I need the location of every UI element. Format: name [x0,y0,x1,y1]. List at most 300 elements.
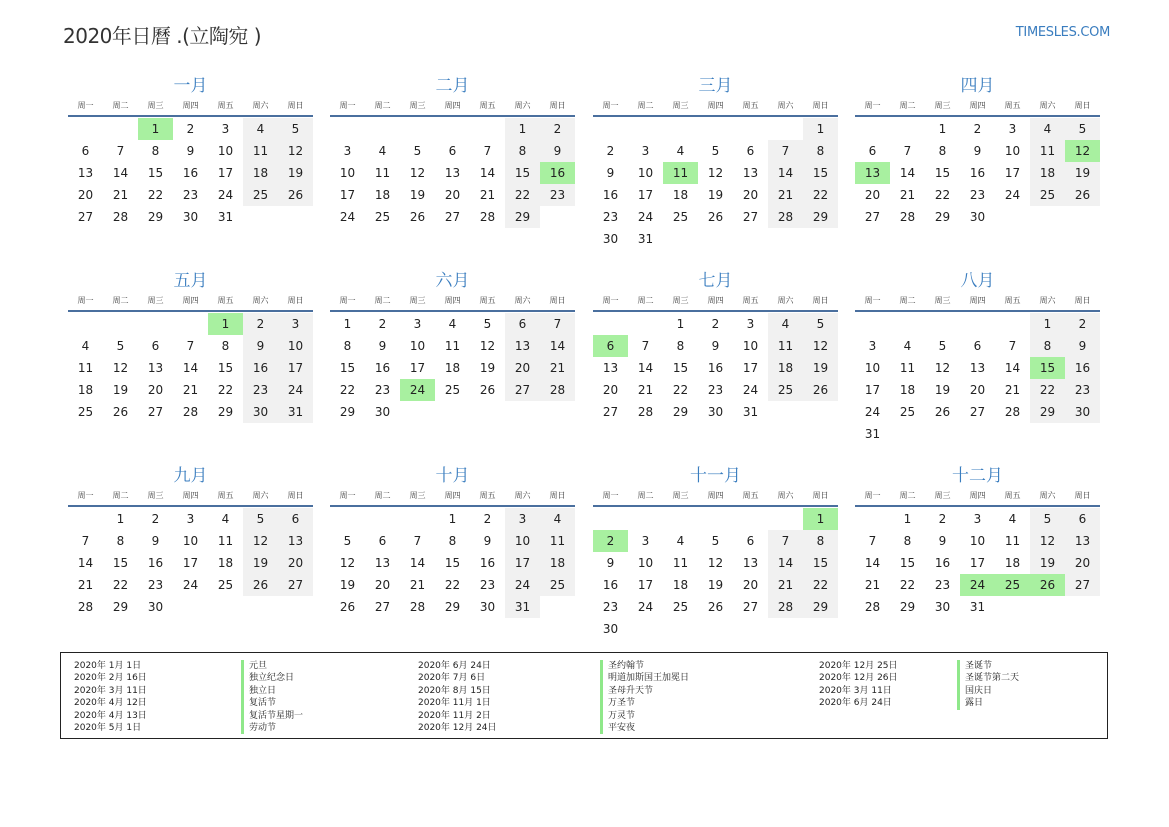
month-name: 六月 [435,271,470,291]
weekday-label: 周六 [1039,101,1056,110]
legend-dates-column [819,660,898,710]
legend-holiday-date: 2020年 4月 12日 [74,698,147,709]
day-cell: 21 [540,357,575,379]
day-cell: 22 [505,184,540,206]
day-cell: 24 [278,379,313,401]
day-cell: 11 [672,556,689,570]
weekday-label: 周三 [147,491,164,500]
weekday-label: 周五 [479,101,496,110]
day-cell: 19 [803,357,838,379]
weekday-label: 周五 [479,491,496,500]
legend-names-column [600,660,689,734]
day-cell: 23 [182,188,199,202]
empty-day-cell [103,118,138,140]
day-cell: 15 [444,556,461,570]
day-cell: 14 [540,335,575,357]
month-name: 十一月 [690,466,741,486]
day-cell: 10 [182,534,199,548]
day-cell: 8 [938,144,947,158]
day-cell: 30 [374,405,391,419]
empty-day-cell [855,508,890,530]
empty-day-cell [733,508,768,530]
day-cell: 15 [112,556,129,570]
weekday-label: 周日 [287,491,304,500]
day-cell: 22 [147,188,164,202]
weekday-label: 周四 [182,491,199,500]
day-cell: 4 [221,512,230,526]
day-cell: 26 [479,383,496,397]
day-cell: 12 [803,335,838,357]
holiday-day-cell: 15 [1030,357,1065,379]
weekday-label: 周日 [287,296,304,305]
empty-day-cell [138,313,173,335]
day-cell: 10 [505,530,540,552]
empty-day-cell [698,118,733,140]
empty-day-cell [890,118,925,140]
day-cell: 12 [409,166,426,180]
day-cell: 7 [868,534,877,548]
day-cell: 24 [742,383,759,397]
weekday-label: 周四 [707,296,724,305]
empty-day-cell [400,508,435,530]
day-cell: 2 [378,317,387,331]
day-cell: 5 [1065,118,1100,140]
holiday-day-cell: 24 [960,574,995,596]
weekday-label: 周日 [812,296,829,305]
day-cell: 18 [217,556,234,570]
empty-day-cell [768,118,803,140]
day-cell: 6 [448,144,457,158]
legend-holiday-name: 元旦 [241,660,303,672]
day-cell: 1 [448,512,457,526]
day-cell: 3 [641,534,650,548]
empty-day-cell [663,118,698,140]
weekday-label: 周三 [147,101,164,110]
day-cell: 7 [768,140,803,162]
day-cell: 6 [81,144,90,158]
day-cell: 12 [707,556,724,570]
day-cell: 22 [112,578,129,592]
day-cell: 27 [864,210,881,224]
day-cell: 5 [803,313,838,335]
weekday-header [855,97,1100,117]
weekday-label: 周一 [864,296,881,305]
month-calendar [330,270,575,423]
month-name: 五月 [173,271,208,291]
day-cell: 28 [1004,405,1021,419]
weekday-label: 周五 [1004,296,1021,305]
day-cell: 6 [378,534,387,548]
day-cell: 29 [217,405,234,419]
day-cell: 10 [637,556,654,570]
day-cell: 9 [186,144,195,158]
weekday-label: 周四 [707,491,724,500]
month-calendar [330,75,575,228]
day-cell: 9 [151,534,160,548]
day-cell: 4 [378,144,387,158]
legend-holiday-name: 圣约翰节 [600,660,689,672]
day-cell: 17 [969,556,986,570]
weekday-label: 周一 [864,101,881,110]
day-cell: 16 [243,357,278,379]
holiday-day-cell: 26 [1030,574,1065,596]
day-cell: 2 [711,317,720,331]
day-cell: 26 [707,600,724,614]
day-cell: 26 [112,405,129,419]
day-cell: 17 [742,361,759,375]
day-cell: 4 [81,339,90,353]
day-cell: 27 [147,405,164,419]
day-cell: 22 [672,383,689,397]
day-cell: 5 [243,508,278,530]
day-cell: 1 [903,512,912,526]
day-grid [593,312,838,423]
weekday-label: 周一 [339,491,356,500]
day-cell: 7 [186,339,195,353]
day-cell: 16 [602,188,619,202]
day-cell: 24 [864,405,881,419]
month-name: 一月 [173,76,208,96]
day-cell: 7 [540,313,575,335]
day-cell: 24 [339,210,356,224]
weekday-header [68,97,313,117]
day-cell: 1 [803,118,838,140]
day-cell: 25 [768,379,803,401]
holiday-day-cell: 13 [855,162,890,184]
legend-holiday-name: 平安夜 [600,722,689,734]
legend-holiday-name: 圣诞节第二天 [957,672,1019,684]
day-cell: 17 [409,361,426,375]
day-cell: 28 [899,210,916,224]
day-cell: 11 [899,361,916,375]
weekday-header [68,487,313,507]
legend-holiday-name: 国庆日 [957,685,1019,697]
day-cell: 7 [768,530,803,552]
day-cell: 7 [1008,339,1017,353]
weekday-label: 周五 [742,491,759,500]
day-grid [330,312,575,423]
weekday-header [330,97,575,117]
day-cell: 10 [1004,144,1021,158]
day-cell: 14 [864,556,881,570]
legend-holiday-date: 2020年 7月 6日 [418,673,486,684]
day-cell: 4 [676,534,685,548]
day-cell: 1 [343,317,352,331]
holiday-day-cell: 1 [138,118,173,140]
day-cell: 11 [768,335,803,357]
day-cell: 12 [243,530,278,552]
day-cell: 29 [803,596,838,618]
day-cell: 25 [77,405,94,419]
holiday-day-cell: 25 [995,574,1030,596]
weekday-label: 周六 [514,296,531,305]
day-cell: 28 [409,600,426,614]
day-cell: 11 [77,361,94,375]
day-cell: 10 [864,361,881,375]
day-cell: 16 [707,361,724,375]
day-cell: 4 [903,339,912,353]
day-cell: 6 [973,339,982,353]
day-cell: 13 [278,530,313,552]
day-cell: 10 [637,166,654,180]
weekday-label: 周三 [934,491,951,500]
weekday-label: 周四 [969,101,986,110]
day-cell: 4 [768,313,803,335]
day-cell: 23 [1065,379,1100,401]
day-cell: 8 [1030,335,1065,357]
day-cell: 14 [409,556,426,570]
empty-day-cell [365,118,400,140]
day-cell: 16 [1065,357,1100,379]
day-cell: 19 [409,188,426,202]
day-cell: 8 [903,534,912,548]
day-cell: 27 [742,600,759,614]
day-cell: 13 [374,556,391,570]
day-cell: 19 [278,162,313,184]
weekday-label: 周二 [637,101,654,110]
day-cell: 11 [243,140,278,162]
day-cell: 19 [707,578,724,592]
empty-day-cell [68,118,103,140]
weekday-label: 周二 [112,296,129,305]
day-cell: 6 [1065,508,1100,530]
day-cell: 26 [934,405,951,419]
day-cell: 3 [413,317,422,331]
legend-holiday-name: 圣母升天节 [600,685,689,697]
day-cell: 5 [483,317,492,331]
day-cell: 22 [217,383,234,397]
empty-day-cell [330,118,365,140]
day-cell: 14 [77,556,94,570]
day-cell: 15 [803,552,838,574]
day-cell: 28 [864,600,881,614]
day-cell: 6 [746,534,755,548]
day-cell: 3 [868,339,877,353]
day-cell: 18 [672,188,689,202]
legend-holiday-date: 2020年 11月 2日 [418,710,491,721]
day-cell: 11 [217,534,234,548]
empty-day-cell [593,313,628,335]
day-cell: 14 [479,166,496,180]
day-cell: 22 [339,383,356,397]
day-cell: 19 [707,188,724,202]
day-cell: 27 [1065,574,1100,596]
day-cell: 26 [409,210,426,224]
legend-holiday-name: 复活节 [241,697,303,709]
weekday-label: 周三 [672,491,689,500]
month-calendar [593,270,838,423]
day-cell: 22 [934,188,951,202]
day-cell: 9 [243,335,278,357]
day-cell: 9 [483,534,492,548]
day-cell: 28 [479,210,496,224]
day-cell: 18 [540,552,575,574]
day-cell: 11 [374,166,391,180]
day-cell: 5 [711,534,720,548]
empty-day-cell [593,118,628,140]
day-cell: 10 [742,339,759,353]
day-cell: 9 [378,339,387,353]
day-cell: 21 [182,383,199,397]
weekday-label: 周二 [374,491,391,500]
legend-holiday-date: 2020年 12月 24日 [418,722,497,733]
day-cell: 24 [182,578,199,592]
day-cell: 8 [448,534,457,548]
day-cell: 10 [409,339,426,353]
day-cell: 12 [479,339,496,353]
day-cell: 21 [1004,383,1021,397]
day-cell: 23 [707,383,724,397]
day-cell: 12 [934,361,951,375]
day-cell: 29 [339,405,356,419]
day-cell: 12 [1030,530,1065,552]
weekday-label: 周日 [549,101,566,110]
legend-holiday-date: 2020年 3月 11日 [74,685,147,696]
day-cell: 21 [479,188,496,202]
day-cell: 13 [742,166,759,180]
holiday-day-cell: 1 [803,508,838,530]
day-cell: 18 [374,188,391,202]
day-cell: 14 [112,166,129,180]
day-cell: 25 [243,184,278,206]
weekday-label: 周一 [77,296,94,305]
day-cell: 27 [742,210,759,224]
day-cell: 9 [973,144,982,158]
day-cell: 18 [444,361,461,375]
weekday-label: 周二 [112,491,129,500]
day-cell: 21 [77,578,94,592]
weekday-label: 周一 [602,296,619,305]
day-cell: 23 [602,600,619,614]
day-cell: 23 [243,379,278,401]
day-cell: 31 [742,405,759,419]
day-cell: 12 [112,361,129,375]
day-cell: 23 [934,578,951,592]
day-cell: 17 [339,188,356,202]
day-cell: 14 [637,361,654,375]
day-cell: 4 [448,317,457,331]
day-cell: 7 [413,534,422,548]
holiday-day-cell: 2 [593,530,628,552]
day-cell: 24 [217,188,234,202]
weekday-label: 周日 [549,491,566,500]
day-cell: 12 [278,140,313,162]
month-calendar [68,75,313,228]
day-cell: 18 [1004,556,1021,570]
weekday-label: 周六 [777,296,794,305]
day-cell: 18 [768,357,803,379]
weekday-label: 周四 [444,101,461,110]
month-calendar [593,465,838,640]
weekday-label: 周六 [514,101,531,110]
day-cell: 14 [899,166,916,180]
day-cell: 20 [444,188,461,202]
day-cell: 3 [1008,122,1017,136]
day-cell: 2 [973,122,982,136]
day-cell: 15 [339,361,356,375]
day-cell: 1 [505,118,540,140]
day-cell: 31 [278,401,313,423]
day-cell: 8 [151,144,160,158]
day-cell: 20 [278,552,313,574]
day-cell: 17 [864,383,881,397]
day-cell: 12 [339,556,356,570]
day-cell: 29 [505,206,540,228]
weekday-label: 周二 [899,296,916,305]
day-cell: 6 [151,339,160,353]
legend-holiday-date: 2020年 8月 15日 [418,685,491,696]
day-cell: 29 [1030,401,1065,423]
day-cell: 27 [444,210,461,224]
weekday-label: 周六 [252,101,269,110]
day-cell: 30 [934,600,951,614]
day-cell: 9 [606,166,615,180]
day-cell: 28 [768,206,803,228]
weekday-label: 周四 [182,296,199,305]
empty-day-cell [855,118,890,140]
day-cell: 27 [374,600,391,614]
day-cell: 30 [479,600,496,614]
day-cell: 27 [969,405,986,419]
day-cell: 23 [602,210,619,224]
day-cell: 4 [243,118,278,140]
empty-day-cell [593,508,628,530]
day-cell: 16 [969,166,986,180]
weekday-header [330,292,575,312]
day-cell: 23 [147,578,164,592]
day-cell: 14 [1004,361,1021,375]
day-cell: 2 [186,122,195,136]
day-cell: 26 [243,574,278,596]
day-grid [330,507,575,618]
day-cell: 30 [602,232,619,246]
day-cell: 5 [938,339,947,353]
day-cell: 2 [1065,313,1100,335]
day-cell: 16 [479,556,496,570]
day-cell: 17 [505,552,540,574]
day-cell: 25 [899,405,916,419]
day-cell: 26 [707,210,724,224]
day-cell: 6 [505,313,540,335]
day-cell: 7 [116,144,125,158]
day-cell: 22 [1030,379,1065,401]
weekday-label: 周六 [777,491,794,500]
day-cell: 20 [742,188,759,202]
day-cell: 15 [803,162,838,184]
site-link[interactable]: TIMESLES.COM [1015,25,1110,40]
day-cell: 1 [676,317,685,331]
weekday-label: 周二 [637,296,654,305]
day-cell: 24 [1004,188,1021,202]
day-cell: 25 [540,574,575,596]
month-name: 三月 [698,76,733,96]
day-cell: 17 [217,166,234,180]
day-cell: 9 [540,140,575,162]
empty-day-cell [768,508,803,530]
day-cell: 11 [444,339,461,353]
weekday-label: 周日 [812,101,829,110]
day-cell: 16 [374,361,391,375]
day-cell: 30 [969,210,986,224]
weekday-label: 周四 [444,296,461,305]
weekday-label: 周日 [1074,101,1091,110]
weekday-header [593,292,838,312]
day-cell: 18 [672,578,689,592]
day-cell: 2 [938,512,947,526]
month-name: 十月 [435,466,470,486]
empty-day-cell [173,313,208,335]
day-cell: 13 [742,556,759,570]
